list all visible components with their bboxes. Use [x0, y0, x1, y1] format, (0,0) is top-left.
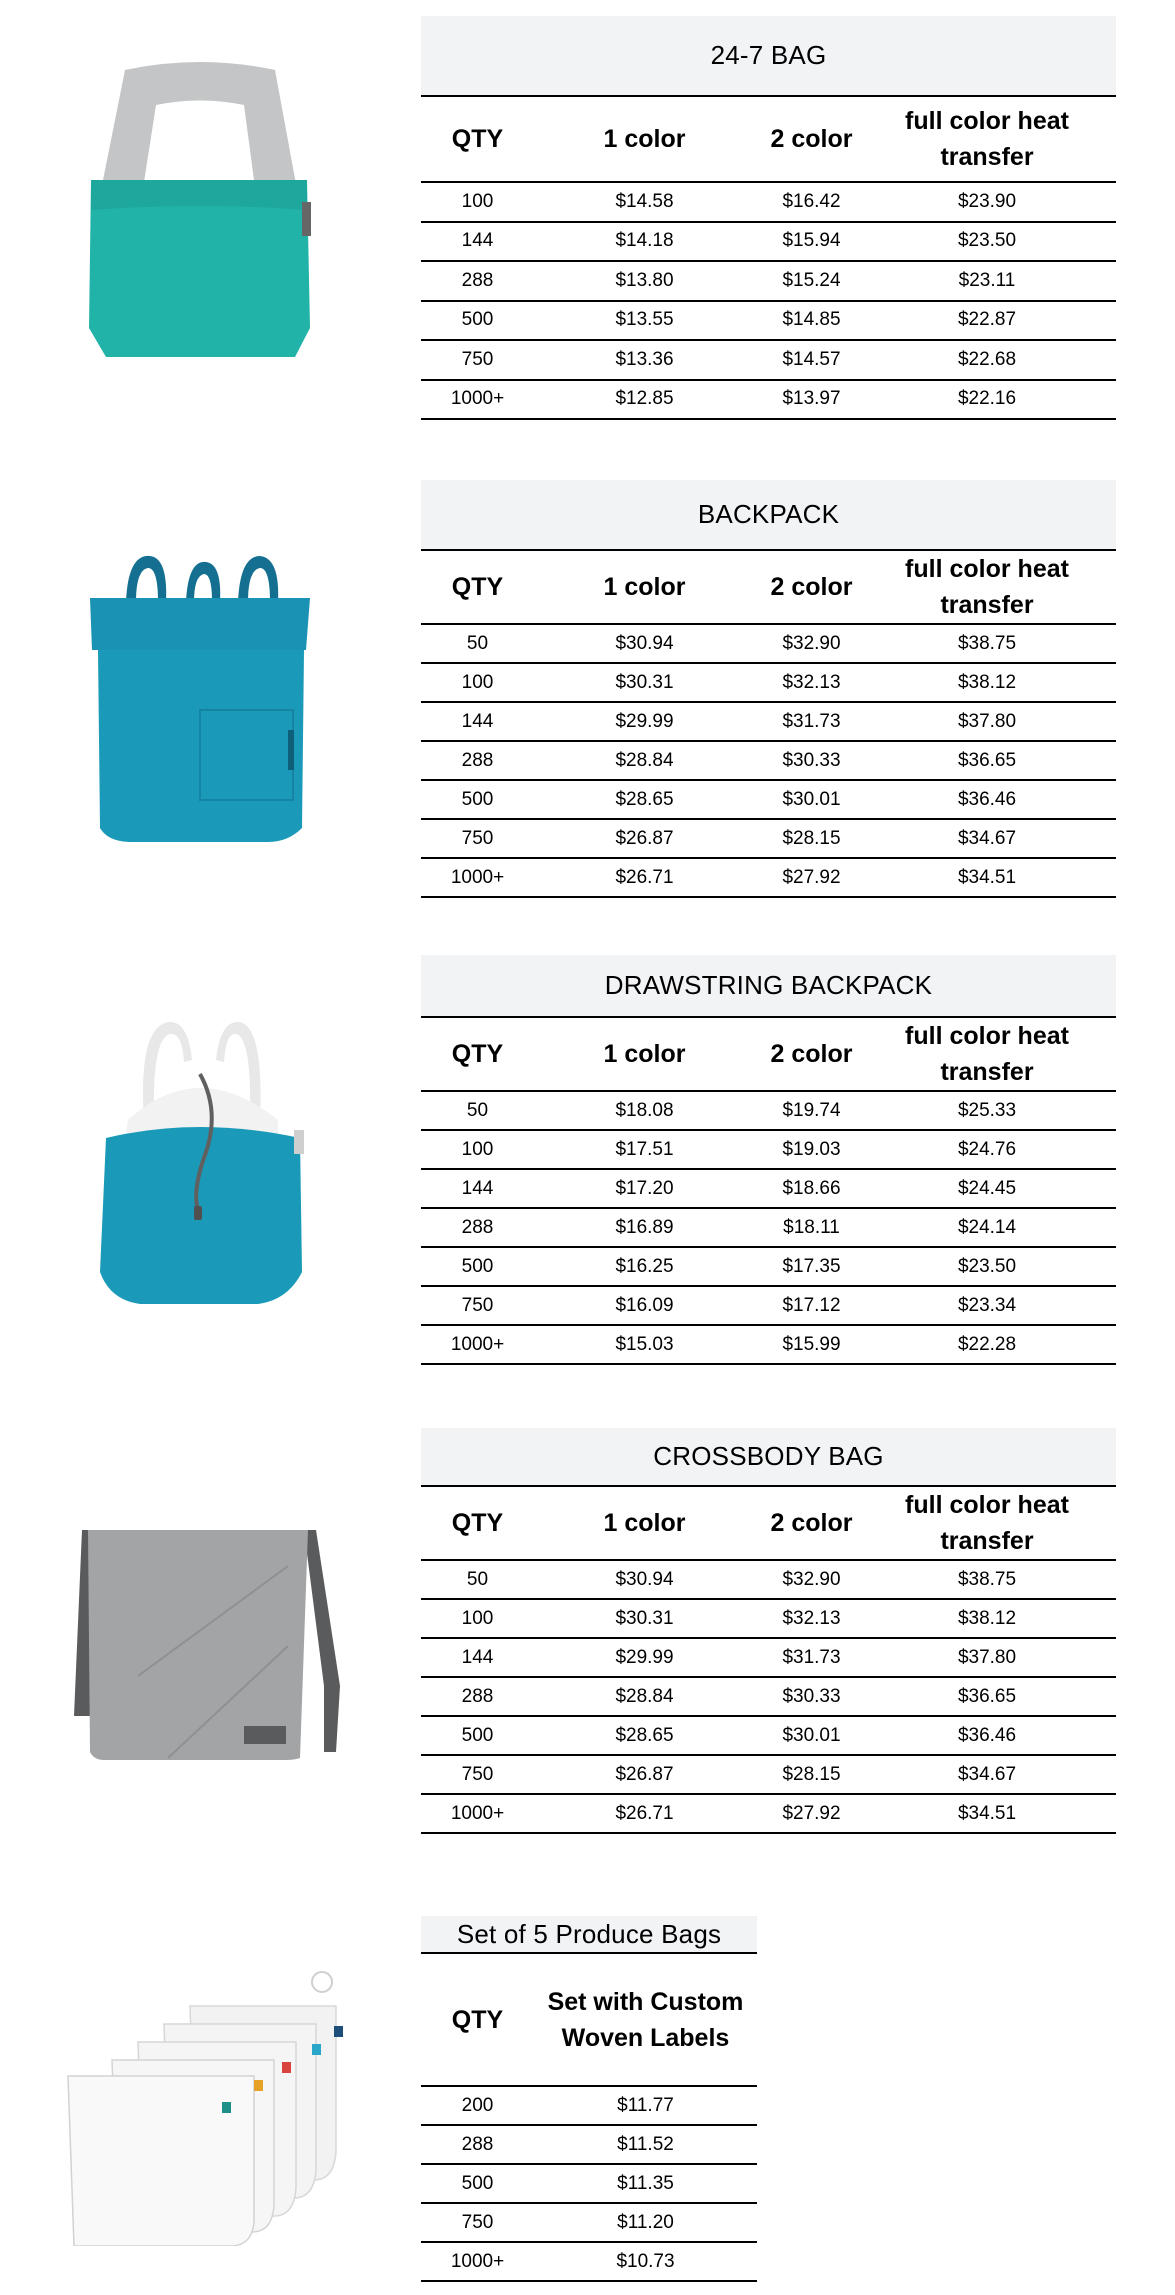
price-cell: $15.99 — [782, 1333, 841, 1355]
table-header-row — [421, 549, 1116, 625]
qty-cell: 144 — [461, 1177, 494, 1199]
price-cell: $17.12 — [782, 1294, 841, 1316]
qty-cell: 1000+ — [450, 388, 505, 410]
price-table-drawstring-backpack — [421, 955, 1116, 1365]
price-cell: $22.28 — [957, 1333, 1017, 1355]
table-row — [421, 820, 1116, 859]
price-cell: $36.46 — [957, 1724, 1017, 1746]
price-cell: $11.20 — [617, 2211, 674, 2233]
price-cell: $34.51 — [957, 1802, 1017, 1824]
price-table-backpack — [421, 480, 1116, 898]
table-row — [421, 625, 1116, 664]
price-cell: $30.94 — [615, 632, 674, 654]
qty-cell: 500 — [461, 309, 494, 331]
table-body — [421, 625, 1116, 898]
price-cell: $29.99 — [615, 710, 674, 732]
gray-crossbody-bag-image — [68, 1526, 343, 1766]
price-cell: $27.92 — [782, 866, 841, 888]
qty-cell: 288 — [461, 1685, 494, 1707]
header-1-color: 1 color — [603, 1040, 686, 1068]
mesh-produce-bags-image — [64, 1966, 348, 2246]
table-row — [421, 1600, 1116, 1639]
price-cell: $38.75 — [957, 632, 1017, 654]
price-cell: $17.51 — [615, 1138, 674, 1160]
price-cell: $22.68 — [957, 348, 1017, 370]
qty-cell: 1000+ — [450, 2250, 505, 2272]
price-cell: $28.15 — [782, 827, 841, 849]
table-row — [421, 381, 1116, 421]
table-row — [421, 183, 1116, 223]
table-title: Set of 5 Produce Bags — [421, 1916, 757, 1952]
price-cell: $14.85 — [782, 309, 841, 331]
price-cell: $30.01 — [782, 788, 841, 810]
price-cell: $18.08 — [615, 1099, 674, 1121]
table-header-row — [421, 1952, 757, 2087]
qty-cell: 50 — [466, 632, 489, 654]
table-row — [421, 1092, 1116, 1131]
table-title: 24-7 BAG — [421, 16, 1116, 95]
price-cell: $26.87 — [615, 827, 674, 849]
price-cell: $37.80 — [957, 1646, 1017, 1668]
header-full-color: full color heat transfer — [905, 107, 1069, 171]
price-table-produce-bags — [421, 1916, 757, 2282]
qty-cell: 1000+ — [450, 866, 505, 888]
header-full-color: full color heat transfer — [905, 555, 1069, 619]
price-cell: $28.15 — [782, 1763, 841, 1785]
price-cell: $22.16 — [957, 388, 1017, 410]
table-row — [421, 859, 1116, 898]
price-cell: $38.12 — [957, 671, 1017, 693]
qty-cell: 500 — [461, 2172, 494, 2194]
price-cell: $15.03 — [615, 1333, 674, 1355]
price-cell: $23.50 — [957, 230, 1017, 252]
price-cell: $23.11 — [958, 269, 1016, 291]
table-row — [421, 703, 1116, 742]
table-row — [421, 781, 1116, 820]
price-cell: $30.33 — [782, 749, 841, 771]
price-cell: $29.99 — [615, 1646, 674, 1668]
table-row — [421, 2204, 757, 2243]
qty-cell: 750 — [461, 1294, 494, 1316]
price-cell: $13.36 — [615, 348, 674, 370]
header-2-color: 2 color — [770, 125, 853, 153]
qty-cell: 50 — [466, 1568, 489, 1590]
qty-cell: 100 — [461, 190, 494, 212]
qty-cell: 500 — [461, 1724, 494, 1746]
price-cell: $28.84 — [615, 1685, 674, 1707]
table-title: BACKPACK — [421, 480, 1116, 549]
price-cell: $22.87 — [957, 309, 1017, 331]
price-cell: $19.74 — [782, 1099, 841, 1121]
price-table-crossbody-bag — [421, 1428, 1116, 1834]
table-header-row — [421, 1016, 1116, 1092]
qty-cell: 500 — [461, 788, 494, 810]
table-title: DRAWSTRING BACKPACK — [421, 955, 1116, 1016]
price-cell: $24.14 — [957, 1216, 1017, 1238]
price-cell: $23.50 — [957, 1255, 1017, 1277]
table-row — [421, 1248, 1116, 1287]
header-1-color: 1 color — [603, 1509, 686, 1537]
table-row — [421, 2126, 757, 2165]
header-qty: QTY — [451, 1509, 504, 1537]
price-cell: $36.46 — [957, 788, 1017, 810]
table-row — [421, 742, 1116, 781]
table-row — [421, 1756, 1116, 1795]
table-body — [421, 183, 1116, 420]
qty-cell: 750 — [461, 348, 494, 370]
table-row — [421, 1678, 1116, 1717]
price-cell: $16.09 — [615, 1294, 674, 1316]
price-cell: $12.85 — [615, 388, 674, 410]
price-cell: $23.34 — [957, 1294, 1017, 1316]
price-cell: $15.94 — [782, 230, 841, 252]
table-row — [421, 2165, 757, 2204]
price-cell: $31.73 — [782, 1646, 841, 1668]
price-cell: $19.03 — [782, 1138, 841, 1160]
price-cell: $13.80 — [615, 269, 674, 291]
price-cell: $32.90 — [782, 1568, 841, 1590]
table-body — [421, 1092, 1116, 1365]
table-row — [421, 262, 1116, 302]
table-row — [421, 1717, 1116, 1756]
table-header-row — [421, 95, 1116, 183]
price-cell: $13.55 — [615, 309, 674, 331]
qty-cell: 50 — [466, 1099, 489, 1121]
price-table-24-7-bag — [421, 16, 1116, 420]
drawstring-backpack-image — [88, 1020, 314, 1310]
price-cell: $36.65 — [957, 1685, 1017, 1707]
price-cell: $38.75 — [957, 1568, 1017, 1590]
header-1-color: 1 color — [603, 573, 686, 601]
table-row — [421, 2243, 757, 2282]
table-row — [421, 2087, 757, 2126]
price-cell: $38.12 — [957, 1607, 1017, 1629]
price-cell: $27.92 — [782, 1802, 841, 1824]
price-cell: $28.65 — [615, 1724, 674, 1746]
qty-cell: 500 — [461, 1255, 494, 1277]
price-cell: $10.73 — [616, 2250, 675, 2272]
price-cell: $14.58 — [615, 190, 674, 212]
table-row — [421, 302, 1116, 342]
qty-cell: 100 — [461, 1607, 494, 1629]
price-cell: $30.31 — [615, 671, 674, 693]
qty-cell: 144 — [461, 230, 494, 252]
price-cell: $26.71 — [615, 1802, 674, 1824]
price-cell: $16.89 — [615, 1216, 674, 1238]
price-cell: $16.25 — [615, 1255, 674, 1277]
qty-cell: 144 — [461, 1646, 494, 1668]
price-cell: $24.45 — [957, 1177, 1017, 1199]
header-full-color: full color heat transfer — [905, 1022, 1069, 1086]
qty-cell: 1000+ — [450, 1802, 505, 1824]
price-cell: $28.84 — [615, 749, 674, 771]
header-2-color: 2 color — [770, 1040, 853, 1068]
table-header-row — [421, 1485, 1116, 1561]
qty-cell: 750 — [461, 2211, 494, 2233]
price-cell: $14.57 — [782, 348, 841, 370]
price-cell: $30.31 — [615, 1607, 674, 1629]
price-cell: $25.33 — [957, 1099, 1017, 1121]
table-row — [421, 223, 1116, 263]
header-qty: QTY — [451, 125, 504, 153]
qty-cell: 750 — [461, 1763, 494, 1785]
table-title: CROSSBODY BAG — [421, 1428, 1116, 1485]
qty-cell: 288 — [461, 269, 494, 291]
table-row — [421, 1561, 1116, 1600]
price-cell: $28.65 — [615, 788, 674, 810]
qty-cell: 100 — [461, 671, 494, 693]
price-cell: $18.66 — [782, 1177, 841, 1199]
table-body — [421, 1561, 1116, 1834]
header-full-color: full color heat transfer — [905, 1491, 1069, 1555]
price-cell: $30.94 — [615, 1568, 674, 1590]
price-cell: $16.42 — [782, 190, 841, 212]
price-cell: $26.71 — [615, 866, 674, 888]
price-cell: $30.33 — [782, 1685, 841, 1707]
header-2-color: 2 color — [770, 573, 853, 601]
table-row — [421, 1795, 1116, 1834]
teal-backpack-image — [88, 550, 314, 850]
price-cell: $34.67 — [957, 1763, 1017, 1785]
qty-cell: 144 — [461, 710, 494, 732]
price-cell: $32.13 — [782, 671, 841, 693]
table-row — [421, 341, 1116, 381]
price-cell: $14.18 — [615, 230, 674, 252]
price-cell: $17.35 — [782, 1255, 841, 1277]
price-cell: $37.80 — [957, 710, 1017, 732]
qty-cell: 200 — [461, 2094, 494, 2116]
price-cell: $15.24 — [782, 269, 841, 291]
price-cell: $34.51 — [957, 866, 1017, 888]
table-row — [421, 1209, 1116, 1248]
price-cell: $30.01 — [782, 1724, 841, 1746]
header-custom-woven-labels: Set with Custom Woven Labels — [547, 1987, 744, 2052]
teal-tote-bag-image — [80, 60, 320, 370]
qty-cell: 1000+ — [450, 1333, 505, 1355]
price-cell: $17.20 — [615, 1177, 674, 1199]
table-row — [421, 1287, 1116, 1326]
qty-cell: 288 — [461, 2133, 494, 2155]
table-row — [421, 1326, 1116, 1365]
price-cell: $31.73 — [782, 710, 841, 732]
price-cell: $32.13 — [782, 1607, 841, 1629]
price-cell: $13.97 — [782, 388, 841, 410]
price-cell: $23.90 — [957, 190, 1017, 212]
qty-cell: 288 — [461, 1216, 494, 1238]
table-row — [421, 1639, 1116, 1678]
price-cell: $32.90 — [782, 632, 841, 654]
table-row — [421, 664, 1116, 703]
price-cell: $26.87 — [615, 1763, 674, 1785]
price-cell: $34.67 — [957, 827, 1017, 849]
qty-cell: 100 — [461, 1138, 494, 1160]
price-cell: $11.52 — [617, 2133, 674, 2155]
price-cell: $11.77 — [617, 2094, 674, 2116]
header-qty: QTY — [451, 2005, 504, 2034]
table-row — [421, 1170, 1116, 1209]
qty-cell: 750 — [461, 827, 494, 849]
header-2-color: 2 color — [770, 1509, 853, 1537]
price-cell: $11.35 — [617, 2172, 674, 2194]
table-body — [421, 2087, 757, 2282]
price-cell: $36.65 — [957, 749, 1017, 771]
qty-cell: 288 — [461, 749, 494, 771]
header-qty: QTY — [451, 1040, 504, 1068]
price-cell: $18.11 — [783, 1216, 840, 1238]
price-cell: $24.76 — [957, 1138, 1017, 1160]
table-row — [421, 1131, 1116, 1170]
header-1-color: 1 color — [603, 125, 686, 153]
header-qty: QTY — [451, 573, 504, 601]
